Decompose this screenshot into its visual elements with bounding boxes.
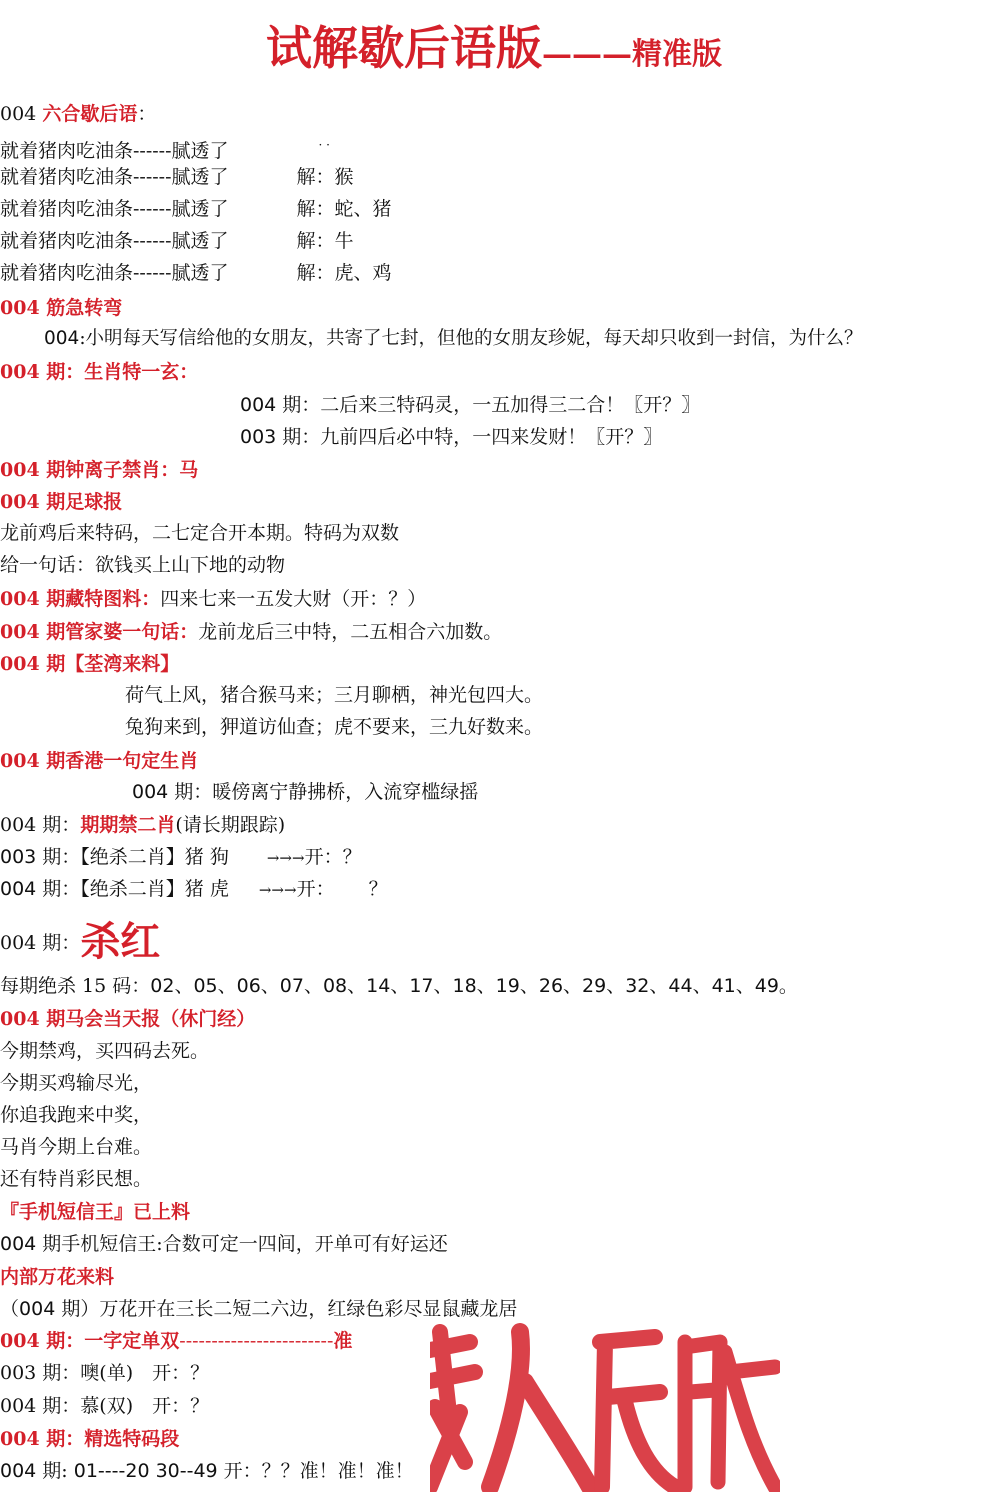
s1-head-colon: ： <box>137 103 157 125</box>
s10-prefix: 004 期： <box>0 814 81 836</box>
s12-line: 今期禁鸡，买四码去死。 <box>0 1040 210 1062</box>
s5-line-1: 龙前鸡后来特码，二七定合开本期。特码为双数 <box>0 522 400 544</box>
s9-num: 004 <box>132 781 169 803</box>
s16-text: 期: <box>36 1460 74 1482</box>
s13-num: 004 <box>0 1233 37 1255</box>
seal-char-2 <box>490 1332 590 1487</box>
s3-l2-text: 期：九前四后必中特，一四来发财！〖开？〗 <box>276 426 663 448</box>
s11-prefix: 004 期： <box>0 932 81 954</box>
s3-l1-num: 004 <box>240 394 277 416</box>
s1-dots: · · <box>318 138 330 152</box>
s16-tail: 开：？？准！准！准！ <box>217 1460 414 1482</box>
s10-label: 期期禁二肖 <box>80 814 176 836</box>
s1-row-answer: 解：牛 <box>296 230 354 252</box>
s15-heading <box>0 1329 352 1353</box>
s7-heading: 004 期管家婆一句话： <box>0 621 199 643</box>
s16-line <box>0 1459 414 1483</box>
s5-line-2: 给一句话：欲钱买上山下地的动物 <box>0 554 286 576</box>
s15-head: 004 期：一字定单双 <box>0 1330 180 1352</box>
s10-r1-text: 期：【绝杀二肖】猪 狗 <box>36 846 229 868</box>
s12-line: 还有特肖彩民想。 <box>0 1168 153 1190</box>
s11-line-label: 每期绝杀 15 码： <box>0 975 151 997</box>
s3-l2-num: 003 <box>240 426 277 448</box>
s1-head-label: 六合歇后语 <box>42 103 138 125</box>
s1-row-2 <box>0 197 392 221</box>
s10-r1-arrows: →→→ <box>266 849 305 867</box>
s1-row-answer: 解：蛇、猪 <box>296 198 392 220</box>
s6-line <box>0 587 426 611</box>
s9-line <box>132 780 478 804</box>
s3-l1-text: 期：二后来三特码灵，一五加得三二合！〖开？〗 <box>276 394 701 416</box>
seal-char-3 <box>600 1337 675 1487</box>
seal-char-4 <box>685 1342 775 1487</box>
s7-line <box>0 620 502 644</box>
s7-text: 龙前龙后三中特，二五相合六加数。 <box>198 621 503 643</box>
s5-heading: 004 期足球报 <box>0 491 123 513</box>
s10-row-2 <box>0 877 388 902</box>
s9-heading: 004 期香港一句定生肖 <box>0 750 199 772</box>
s14-heading: 内部万花来料 <box>0 1266 115 1288</box>
s9-text: 期：暖傍离宁静拂桥，入流穿槛绿摇 <box>168 781 479 803</box>
s1-heading <box>0 102 156 126</box>
s15-line-2: 004 期：慕(双) 开：？ <box>0 1395 210 1417</box>
s2-body: :小明每天写信给他的女朋友，共寄了七封，但他的女朋友珍妮，每天却只收到一封信，为什么？ <box>79 328 863 349</box>
s1-row-3 <box>0 229 354 253</box>
s10-row-1 <box>0 845 362 870</box>
s13-line <box>0 1232 448 1256</box>
s16-range: 01----20 30--49 <box>73 1460 218 1482</box>
s10-r2-num: 004 <box>0 878 37 900</box>
s10-note: (请长期跟踪) <box>175 814 286 836</box>
s6-text: 四来七来一五发大财（开：？） <box>160 588 427 610</box>
s11-heading <box>0 918 161 965</box>
s12-line: 今期买鸡输尽光， <box>0 1072 153 1094</box>
s10-r2-q: ？ <box>368 878 388 900</box>
s10-r1-num: 003 <box>0 846 37 868</box>
s3-line-2 <box>240 425 662 449</box>
s1-row-text: 就着猪肉吃油条------腻透了 <box>0 140 229 162</box>
s10-r1-open: 开：？ <box>304 846 362 868</box>
title-sub: 精准版 <box>632 37 722 72</box>
seal-char-1 <box>430 1332 475 1487</box>
s14-num: 004 <box>19 1298 56 1320</box>
s15-head-dashes: ------------------------ <box>179 1330 334 1352</box>
s10-r2-arrows: →→→ <box>258 881 297 899</box>
s10-heading <box>0 813 285 837</box>
s1-row-4 <box>0 261 392 285</box>
s1-row-answer: 解：虎、鸡 <box>296 262 392 284</box>
s13-heading: 『手机短信王』已上料 <box>0 1201 191 1223</box>
s1-row-text: 就着猪肉吃油条------腻透了 <box>0 230 229 252</box>
calligraphy-seal-svg <box>430 1312 780 1492</box>
s12-heading: 004 期马会当天报（休门经） <box>0 1008 256 1030</box>
s16-num: 004 <box>0 1460 37 1482</box>
title-dash: ——— <box>542 37 632 72</box>
s15-line-1: 003 期：噢(单) 开：？ <box>0 1362 210 1384</box>
s1-row-text: 就着猪肉吃油条------腻透了 <box>0 198 229 220</box>
s15-head-end: 准 <box>333 1330 353 1352</box>
calligraphy-seal <box>430 1312 780 1492</box>
s13-text: 期手机短信王:合数可定一四间，开单可有好运还 <box>36 1233 448 1255</box>
s4-heading: 004 期钟离子禁肖：马 <box>0 459 199 481</box>
s1-row-text: 就着猪肉吃油条------腻透了 <box>0 166 229 188</box>
s16-heading: 004 期：精选特码段 <box>0 1428 180 1450</box>
s10-r2-text: 期：【绝杀二肖】猪 虎 <box>36 878 229 900</box>
title-main: 试解歇后语版 <box>266 21 542 75</box>
s2-heading: 004 筋急转弯 <box>0 297 123 319</box>
s10-r2-open: 开： <box>296 878 335 900</box>
s6-heading: 004 期藏特图料： <box>0 588 161 610</box>
s12-line: 马肖今期上台难。 <box>0 1136 153 1158</box>
s1-row-0 <box>0 133 330 163</box>
page-title <box>0 18 988 85</box>
s3-heading: 004 期：生肖特一玄： <box>0 361 199 383</box>
s14-open-paren: （ <box>0 1298 20 1320</box>
s14-text: 期）万花开在三长二短二六边，红绿色彩尽显鼠藏龙居 <box>55 1298 518 1320</box>
s12-line: 你追我跑来中奖， <box>0 1104 153 1126</box>
s11-line-nums: 02、05、06、07、08、14、17、18、19、26、29、32、44、41、49。 <box>150 975 798 997</box>
s11-numbers-line <box>0 974 798 998</box>
s1-row-answer: 解：猴 <box>296 166 354 188</box>
s11-big-label: 杀红 <box>80 918 161 965</box>
s8-line-1: 荷气上风，猪合猴马来；三月聊栖，神光包四大。 <box>125 684 544 706</box>
s1-row-text: 就着猪肉吃油条------腻透了 <box>0 262 229 284</box>
s1-row-1 <box>0 165 354 189</box>
s2-riddle <box>44 327 863 351</box>
s8-line-2: 兔狗来到，狎道访仙查；虎不要来，三九好数来。 <box>125 716 544 738</box>
s1-head-num: 004 <box>0 103 43 125</box>
s14-line <box>0 1297 517 1321</box>
s3-line-1 <box>240 393 700 417</box>
s8-heading: 004 期【荃湾来料】 <box>0 653 180 675</box>
s2-num: 004 <box>44 328 80 349</box>
